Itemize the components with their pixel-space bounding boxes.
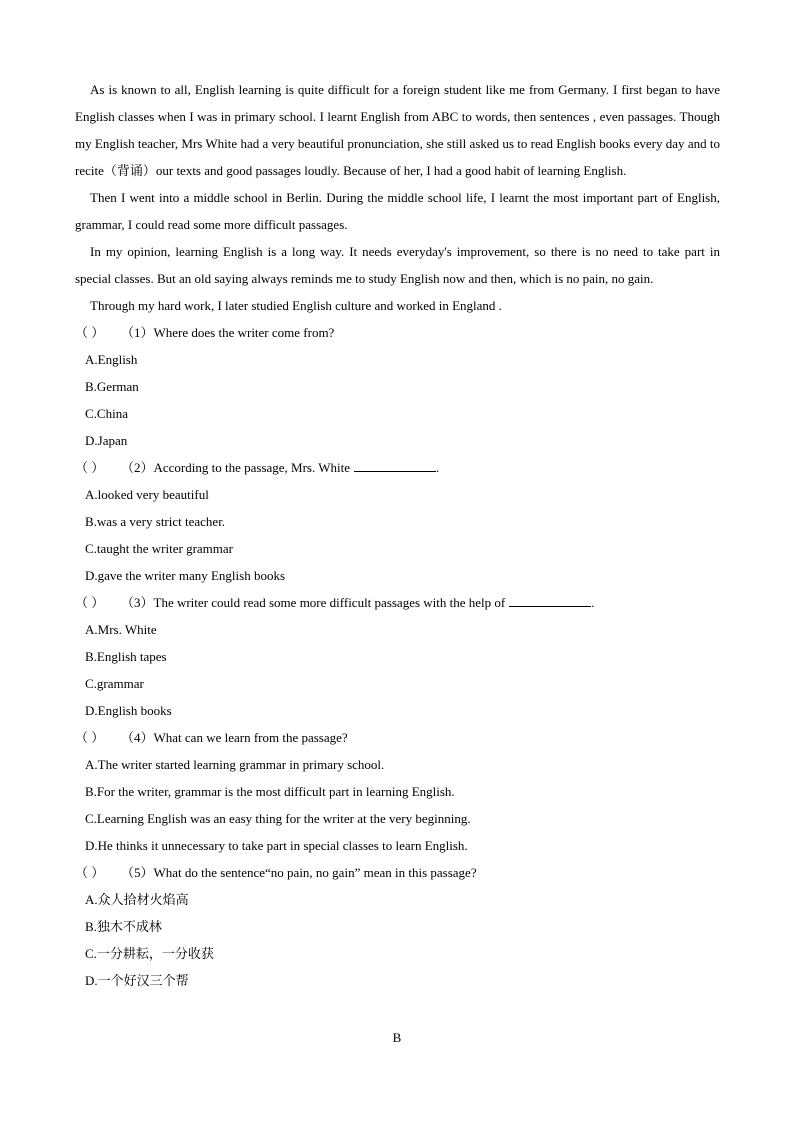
question-4: [75, 724, 720, 859]
option-d: D.English books: [85, 703, 172, 718]
section-label: B: [392, 1030, 402, 1045]
answer-bracket: （ ）: [75, 595, 105, 610]
passage-paragraph-1: As is known to all, English learning is quite difficult for a foreign student like me from Germany. I first began to have English classes when I was in primary school. I learnt English from ABC to words, then sentences , even passages. Though my English teacher, Mrs White had a very beautiful pronunciation, she still asked us to read English books every day and to recite（背诵）our texts and good passages loudly. Because of her, I had a good habit of learning English.: [75, 82, 720, 178]
question-tail: .: [591, 595, 595, 610]
question-5: [75, 859, 720, 994]
question-text: （4）What can we learn from the passage?: [121, 730, 348, 745]
option-d: D.gave the writer many English books: [85, 568, 286, 583]
answer-bracket: （ ）: [75, 460, 105, 475]
question-3: [75, 589, 720, 724]
option-d: D.He thinks it unnecessary to take part in special classes to learn English.: [85, 838, 468, 853]
question-list: [75, 319, 720, 994]
option-a: A.English: [85, 352, 138, 367]
option-b: B.German: [85, 379, 139, 394]
fill-in-blank: [509, 594, 591, 607]
fill-in-blank: [354, 459, 436, 472]
option-b: B.独木不成林: [85, 919, 162, 934]
option-b: B.English tapes: [85, 649, 167, 664]
option-c: C.一分耕耘，一分收获: [85, 946, 214, 961]
option-b: B.For the writer, grammar is the most difficult part in learning English.: [85, 784, 455, 799]
document-body: [75, 76, 720, 994]
answer-bracket: （ ）: [75, 865, 105, 880]
option-a: A.The writer started learning grammar in primary school.: [85, 757, 385, 772]
question-stem: [75, 724, 720, 751]
option-c: C.Learning English was an easy thing for the writer at the very beginning.: [85, 811, 471, 826]
question-stem: [75, 859, 720, 886]
passage-paragraph-2: Then I went into a middle school in Berlin. During the middle school life, I learnt the most important part of English, grammar, I could read some more difficult passages.: [75, 190, 720, 232]
option-d: D.一个好汉三个帮: [85, 973, 189, 988]
passage-paragraph-4: Through my hard work, I later studied English culture and worked in England .: [90, 298, 502, 313]
question-tail: .: [436, 460, 440, 475]
option-a: A.Mrs. White: [85, 622, 157, 637]
option-c: C.taught the writer grammar: [85, 541, 234, 556]
passage-paragraph-3: In my opinion, learning English is a long way. It needs everyday's improvement, so there is no need to take part in special classes. But an old saying always reminds me to study English now and then, which is no pain, no gain.: [75, 244, 720, 286]
option-d: D.Japan: [85, 433, 128, 448]
question-1: [75, 319, 720, 454]
option-c: C.China: [85, 406, 128, 421]
option-a: A.looked very beautiful: [85, 487, 209, 502]
option-a: A.众人拾材火焰高: [85, 892, 189, 907]
question-text: （2）According to the passage, Mrs. White: [121, 460, 351, 475]
answer-bracket: （ ）: [75, 325, 105, 340]
option-b: B.was a very strict teacher.: [85, 514, 226, 529]
question-text: （1）Where does the writer come from?: [121, 325, 335, 340]
reading-passage: [75, 76, 720, 319]
question-stem: [75, 589, 720, 616]
question-stem: [75, 319, 720, 346]
question-text: （5）What do the sentence“no pain, no gain” mean in this passage?: [121, 865, 477, 880]
question-text: （3）The writer could read some more difficult passages with the help of: [121, 595, 506, 610]
question-2: [75, 454, 720, 589]
answer-bracket: （ ）: [75, 730, 105, 745]
question-stem: [75, 454, 720, 481]
option-c: C.grammar: [85, 676, 144, 691]
